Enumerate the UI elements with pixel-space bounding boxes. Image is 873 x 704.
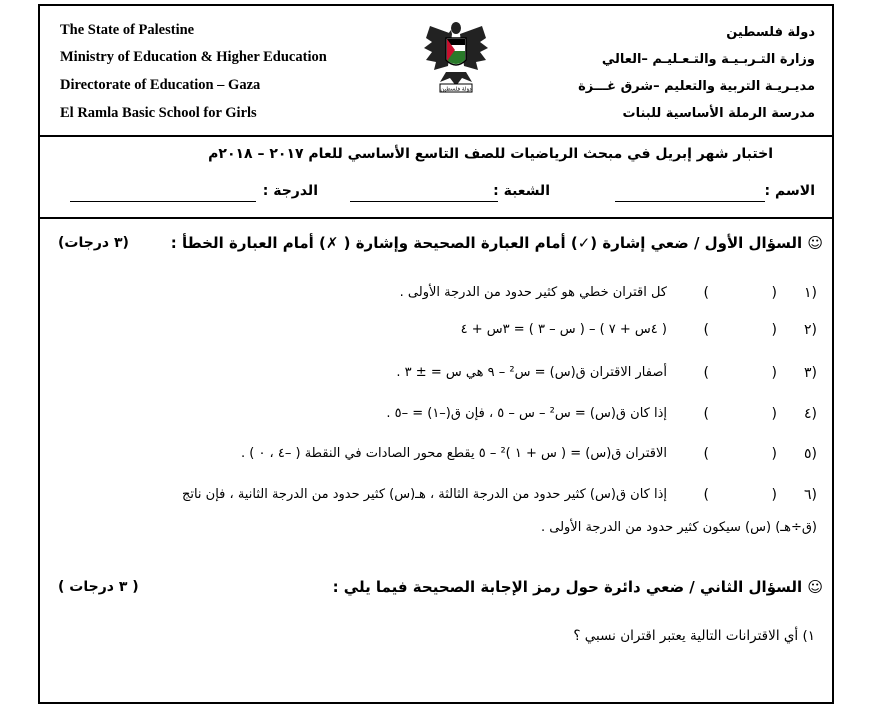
section-label: الشعبة : xyxy=(493,183,550,199)
question-1-heading: ☺ السؤال الأول / ضعي إشارة (✓) أمام العبارة الصحيحة وإشارة ( ✗) أمام العبارة الخطأ : xyxy=(170,234,823,252)
q1-item-number: ٢) xyxy=(804,322,817,338)
q1-item xyxy=(57,322,817,348)
q1-statement: ( ٤س + ٧ ) – ( س – ٣ ) = ٣س + ٤ xyxy=(460,322,667,337)
q1-item xyxy=(57,487,817,547)
header-divider xyxy=(38,135,834,137)
name-blank[interactable] xyxy=(615,201,765,202)
q1-item xyxy=(57,285,817,311)
q1-item-number: ٥) xyxy=(804,446,817,462)
answer-bracket-open[interactable]: ( xyxy=(703,446,709,462)
question-2-sub-1: ١) أي الاقترانات التالية يعتبر اقتران نسبي ؟ xyxy=(573,628,815,644)
q1-statement: كل اقتران خطي هو كثير حدود من الدرجة الأولى . xyxy=(399,285,667,300)
header-ar-state: دولة فلسطين xyxy=(726,25,815,40)
answer-bracket-close[interactable]: ) xyxy=(771,487,777,503)
q1-item xyxy=(57,446,817,472)
header-ar-directorate: مديـريـة التربية والتعليم –شرق غـــزة xyxy=(578,79,815,94)
svg-text:دولة فلسطين: دولة فلسطين xyxy=(440,86,472,93)
q1-item-number: ٦) xyxy=(804,487,817,503)
header-ar-ministry: وزارة التـربـيـة والتـعـليـم –العالي xyxy=(601,52,815,67)
answer-bracket-close[interactable]: ) xyxy=(771,406,777,422)
q1-item xyxy=(57,406,817,432)
q1-statement-continued: (ق÷هـ) (س) سيكون كثير حدود من الدرجة الأولى . xyxy=(540,520,817,535)
answer-bracket-close[interactable]: ) xyxy=(771,446,777,462)
answer-bracket-open[interactable]: ( xyxy=(703,322,709,338)
answer-bracket-open[interactable]: ( xyxy=(703,406,709,422)
grade-blank[interactable] xyxy=(70,201,256,202)
header-en-directorate: Directorate of Education – Gaza xyxy=(60,77,261,93)
question-2-marks: ( ٣ درجات ) xyxy=(58,579,139,595)
answer-bracket-open[interactable]: ( xyxy=(703,487,709,503)
grade-label: الدرجة : xyxy=(262,183,318,199)
fields-divider xyxy=(38,217,834,219)
exam-title: اختبار شهر إبريل في مبحث الرياضيات للصف التاسع الأساسي للعام ٢٠١٧ – ٢٠١٨م xyxy=(208,146,773,162)
section-blank[interactable] xyxy=(350,201,498,202)
q1-item xyxy=(57,365,817,391)
header-en-school: El Ramla Basic School for Girls xyxy=(60,105,257,121)
answer-bracket-close[interactable]: ) xyxy=(771,322,777,338)
q1-item-number: ٤) xyxy=(804,406,817,422)
palestine-eagle-emblem-icon xyxy=(422,18,490,94)
q1-statement: الاقتران ق(س) = ( س + ١ )² – ٥ يقطع محور الصادات في النقطة ( –٤ ، ٠ ) . xyxy=(240,446,667,461)
header-en-state: The State of Palestine xyxy=(60,22,195,38)
q1-statement: إذا كان ق(س) كثير حدود من الدرجة الثالثة ، هـ(س) كثير حدود من الدرجة الثانية ، فإن ناتج xyxy=(181,487,667,502)
answer-bracket-close[interactable]: ) xyxy=(771,365,777,381)
question-1-marks: (٣ درجات) xyxy=(58,235,129,251)
q1-statement: أصفار الاقتران ق(س) = س² – ٩ هي س = ± ٣ . xyxy=(396,365,667,380)
q1-statement: إذا كان ق(س) = س² – س – ٥ ، فإن ق(–١) = –٥ . xyxy=(386,406,667,421)
header-en-ministry: Ministry of Education & Higher Education xyxy=(60,49,327,65)
q1-item-number: ١) xyxy=(804,285,817,301)
q1-item-number: ٣) xyxy=(804,365,817,381)
question-2-heading: ☺ السؤال الثاني / ضعي دائرة حول رمز الإجابة الصحيحة فيما يلي : xyxy=(332,578,823,596)
header-ar-school: مدرسة الرملة الأساسية للبنات xyxy=(622,106,815,121)
answer-bracket-close[interactable]: ) xyxy=(771,285,777,301)
answer-bracket-open[interactable]: ( xyxy=(703,285,709,301)
answer-bracket-open[interactable]: ( xyxy=(703,365,709,381)
name-label: الاسم : xyxy=(764,183,815,199)
